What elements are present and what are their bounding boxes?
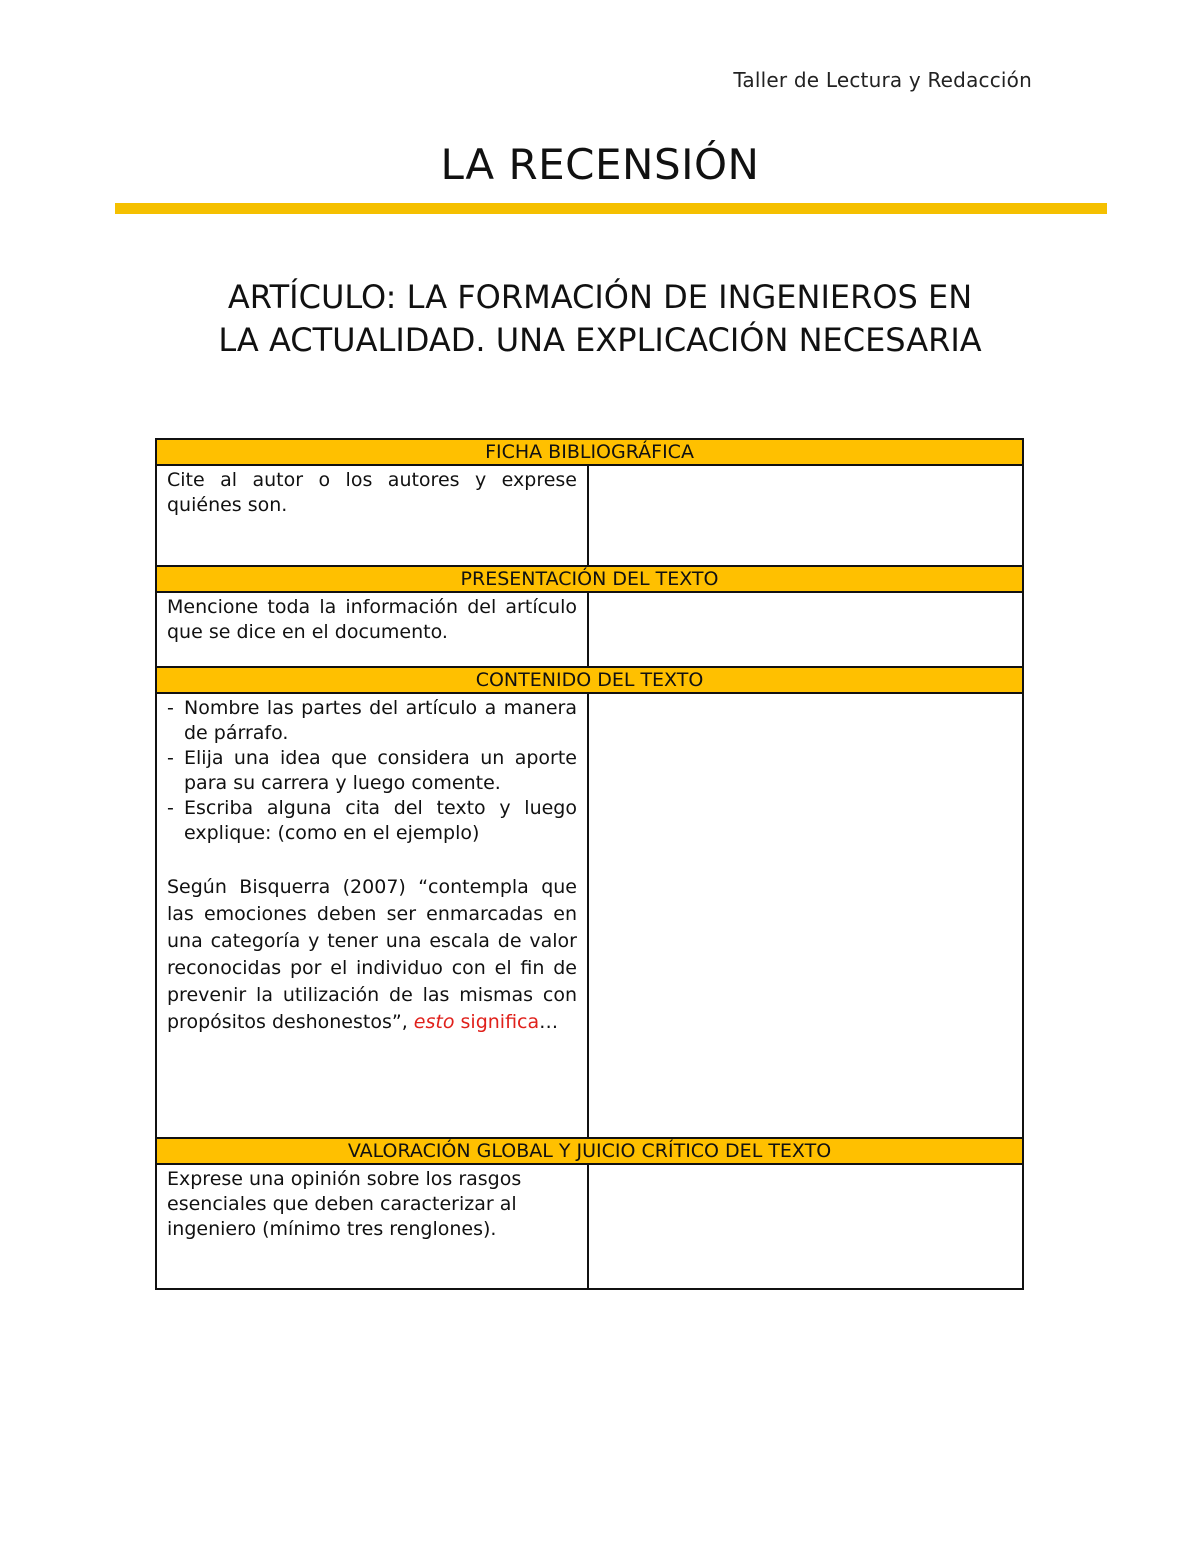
citation-highlight bbox=[414, 1011, 539, 1033]
section-body-row bbox=[156, 592, 1023, 667]
answer-cell-content[interactable] bbox=[588, 693, 1023, 1138]
section-body-row bbox=[156, 693, 1023, 1138]
citation-highlight-word: significa bbox=[460, 1011, 540, 1033]
section-header-row bbox=[156, 667, 1023, 693]
prompt-content bbox=[156, 693, 588, 1138]
section-body-row bbox=[156, 465, 1023, 566]
section-header-row bbox=[156, 566, 1023, 592]
section-heading-content: CONTENIDO DEL TEXTO bbox=[156, 667, 1023, 693]
list-item: - Escriba alguna cita del texto y luego explique: (como en el ejemplo) bbox=[167, 796, 577, 846]
recension-form-table bbox=[155, 438, 1024, 1290]
citation-ellipsis: … bbox=[539, 1011, 559, 1033]
section-heading-bibliographic: FICHA BIBLIOGRÁFICA bbox=[156, 439, 1023, 465]
article-title-line-1: ARTÍCULO: LA FORMACIÓN DE INGENIEROS EN bbox=[227, 278, 973, 316]
title-underline-rule bbox=[115, 203, 1107, 214]
prompt-bibliographic: Cite al autor o los autores y exprese quiénes son. bbox=[156, 465, 588, 566]
answer-cell-critique[interactable] bbox=[588, 1164, 1023, 1289]
section-body-row bbox=[156, 1164, 1023, 1289]
answer-cell-presentation[interactable] bbox=[588, 592, 1023, 667]
prompt-critique: Exprese una opinión sobre los rasgos esenciales que deben caracterizar al ingeniero (mínimo tres renglones). bbox=[156, 1164, 588, 1289]
list-item: - Elija una idea que considera un aporte para su carrera y luego comente. bbox=[167, 746, 577, 796]
list-item: - Nombre las partes del artículo a manera de párrafo. bbox=[167, 696, 577, 746]
answer-cell-bibliographic[interactable] bbox=[588, 465, 1023, 566]
citation-example-text: Según Bisquerra (2007) “contempla que las emociones deben ser enmarcadas en una categoría y tener una escala de valor reconocidas por el individuo con el fin de prevenir la utilización de las mismas con propósitos deshonestos”, bbox=[167, 876, 577, 1033]
course-header: Taller de Lectura y Redacción bbox=[733, 68, 1032, 92]
document-title: LA RECENSIÓN bbox=[440, 140, 760, 189]
article-title-line-2: LA ACTUALIDAD. UNA EXPLICACIÓN NECESARIA bbox=[218, 321, 982, 359]
article-title bbox=[0, 276, 1200, 362]
section-heading-critique: VALORACIÓN GLOBAL Y JUICIO CRÍTICO DEL TEXTO bbox=[156, 1138, 1023, 1164]
section-header-row bbox=[156, 1138, 1023, 1164]
citation-example bbox=[167, 874, 577, 1036]
citation-highlight-italic: esto bbox=[413, 1011, 455, 1033]
prompt-presentation: Mencione toda la información del artículo que se dice en el documento. bbox=[156, 592, 588, 667]
section-header-row bbox=[156, 439, 1023, 465]
content-task-list bbox=[167, 696, 577, 846]
section-heading-presentation: PRESENTACIÓN DEL TEXTO bbox=[156, 566, 1023, 592]
